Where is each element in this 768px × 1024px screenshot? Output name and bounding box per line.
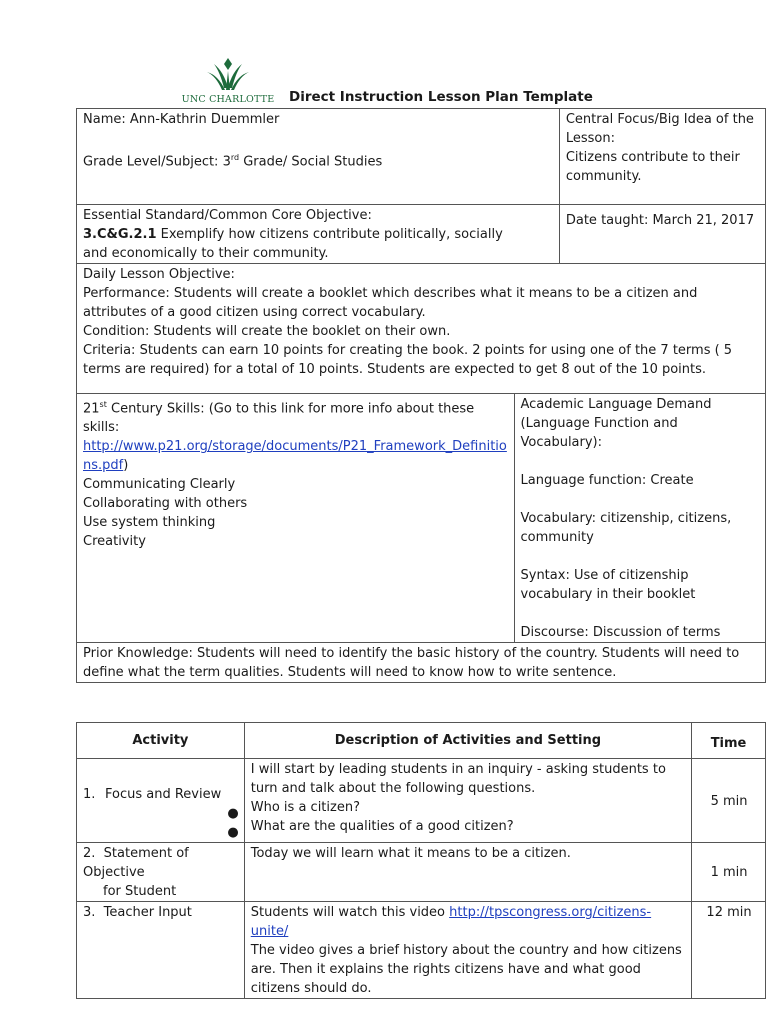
description-cell <box>244 759 691 843</box>
central-focus-label: Central Focus/Big Idea of the Lesson: <box>565 112 754 146</box>
logo-text: UNC CHARLOTTE <box>181 94 275 105</box>
skill-item: Creativity <box>83 534 146 550</box>
time-cell: 12 min <box>692 902 766 999</box>
language-demand-cell <box>514 394 766 643</box>
activities-table <box>76 722 766 999</box>
time-header: Time <box>692 723 766 759</box>
condition-text: Condition: Students will create the booklet on their own. <box>83 324 451 339</box>
activity-cell: 2. Statement of Objective for Student <box>77 843 245 902</box>
skill-item: Collaborating with others <box>83 496 248 512</box>
crown-logo-icon <box>206 58 250 94</box>
table-row <box>77 843 766 902</box>
central-focus-cell <box>559 109 765 205</box>
p21-framework-link[interactable]: http://www.p21.org/storage/documents/P21_Framework_Definitions.pdf <box>83 439 507 474</box>
activity-header: Activity <box>77 723 245 759</box>
skills-cell: 21st Century Skills: (Go to this link for more info about these skills: http://www.p21.org/storage/documents/P21_Framework_Definitions.pdf) Communicating Clearly Collaborating with others Use system thinking Creativity <box>77 394 515 643</box>
vocabulary: Vocabulary: citizenship, citizens, community <box>520 511 732 545</box>
lesson-info-table <box>76 108 766 683</box>
description-cell <box>244 843 691 902</box>
skill-item: Use system thinking <box>83 515 216 531</box>
time-cell: 5 min <box>692 759 766 843</box>
activity-name: Statement of Objective <box>83 846 189 880</box>
language-function: Language function: Create <box>520 473 694 488</box>
name-grade-cell <box>77 109 560 205</box>
time-cell: 1 min <box>692 843 766 902</box>
description-text: I will start by leading students in an inquiry - asking students to turn and talk about the following questions. <box>250 762 666 796</box>
syntax: Syntax: Use of citizenship vocabulary in their booklet <box>520 568 696 602</box>
standard-cell <box>77 205 560 264</box>
activity-cell: 3. Teacher Input <box>77 902 245 999</box>
prior-knowledge: Prior Knowledge: Students will need to identify the basic history of the country. Students will need to define what the term qualities. Students will need to know how to write sentence. <box>83 646 740 680</box>
unc-charlotte-logo <box>176 58 280 108</box>
daily-objective-label: Daily Lesson Objective: <box>83 267 235 282</box>
daily-objective-cell <box>77 264 766 394</box>
performance-text: Performance: Students will create a booklet which describes what it means to be a citizen and attributes of a good citizen using correct vocabulary. <box>83 286 698 320</box>
date-taught: Date taught: March 21, 2017 <box>565 213 755 228</box>
teacher-name: Name: Ann-Kathrin Duemmler <box>83 112 280 127</box>
table-row <box>77 759 766 843</box>
language-demand-label: Academic Language Demand (Language Function and Vocabulary): <box>520 397 712 450</box>
table-row <box>77 902 766 999</box>
description-text: The video gives a brief history about the country and how citizens are. Then it explains the rights citizens have and what good citizens should do. <box>250 943 682 996</box>
standard-label: Essential Standard/Common Core Objective: <box>83 208 372 223</box>
skills-intro: 21st Century Skills: (Go to this link for more info about these skills: <box>83 400 475 436</box>
citizens-video-link[interactable]: http://tpscongress.org/citizens-unite/ <box>250 905 652 939</box>
activity-cell: 1. Focus and Review ● ● <box>77 759 245 843</box>
standard-text: 3.C&G.2.1 Exemplify how citizens contribute politically, socially and economically to their community. <box>83 227 503 261</box>
discourse: Discourse: Discussion of terms <box>520 625 721 640</box>
activity-name: Focus and Review <box>105 787 222 802</box>
grade-subject: Grade Level/Subject: 3rd Grade/ Social Studies <box>83 153 383 170</box>
document-title: Direct Instruction Lesson Plan Template <box>289 89 593 105</box>
description-header: Description of Activities and Setting <box>244 723 691 759</box>
criteria-text: Criteria: Students can earn 10 points for creating the book. 2 points for using one of the 7 terms ( 5 terms are required) for a total of 10 points. Students are expected to get 8 out of the 10 points. <box>83 343 733 377</box>
date-taught-cell <box>559 205 765 264</box>
description-cell <box>244 902 691 999</box>
skill-item: Communicating Clearly <box>83 477 236 493</box>
activity-name: Teacher Input <box>103 905 192 920</box>
prior-knowledge-cell <box>77 643 766 683</box>
bullet-item: Who is a citizen? <box>250 800 360 815</box>
description-text: Students will watch this video http://tpscongress.org/citizens-unite/ <box>250 905 652 939</box>
central-focus-value: Citizens contribute to their community. <box>565 150 740 184</box>
description-text: Today we will learn what it means to be a citizen. <box>250 846 571 861</box>
bullet-item: What are the qualities of a good citizen? <box>250 819 514 834</box>
